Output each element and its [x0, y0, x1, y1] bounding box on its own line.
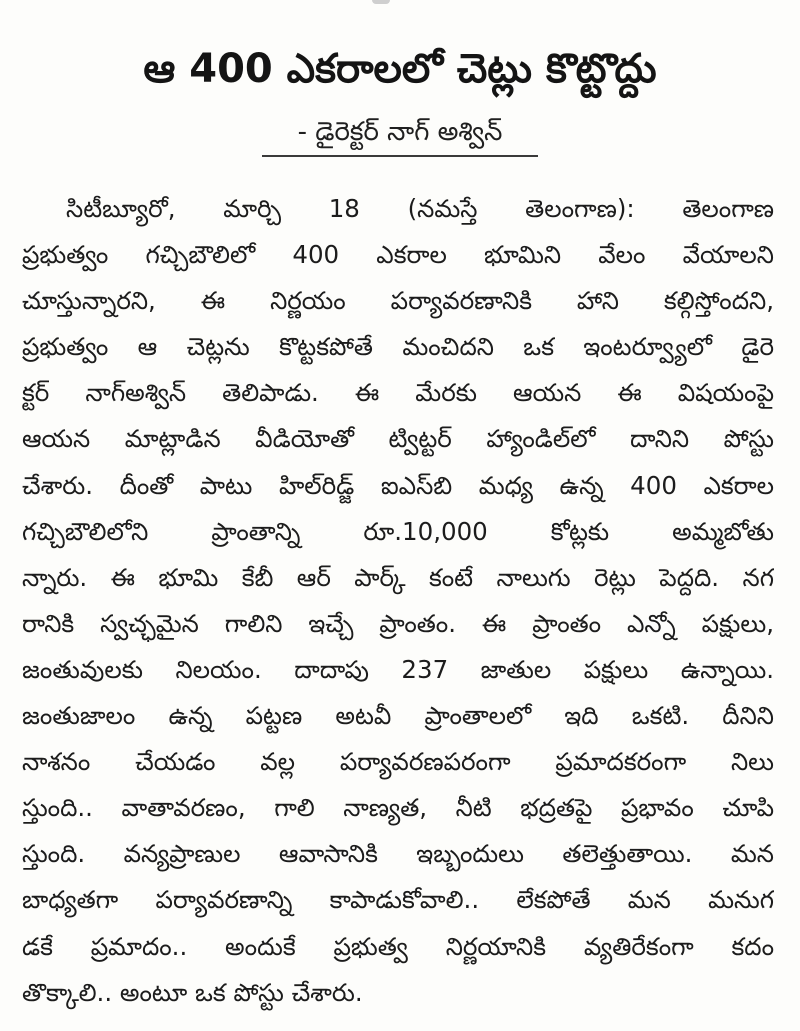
body-line: చేశారు. దీంతో పాటు హిల్‌రిడ్జ్ ఐఎస్‌బి మధ్య ఉన్న 400 ఎకరాల	[22, 470, 774, 500]
body-line: జంతుజాలం ఉన్న పట్టణ అటవీ ప్రాంతాలలో ఇది ఒకటి. దీనిని	[22, 701, 774, 731]
body-line: క్టర్ నాగ్అశ్విన్ తెలిపాడు. ఈ మేరకు ఆయన ఈ విషయంపై	[22, 378, 774, 408]
article-byline: - డైరెక్టర్ నాగ్ అశ్విన్	[297, 117, 503, 147]
body-line: తొక్కాలి.. అంటూ ఒక పోస్టు చేశారు.	[22, 977, 363, 1007]
body-line: స్తుంది.. వాతావరణం, గాలి నాణ్యత, నీటి భద్రతపై ప్రభావం చూపి	[22, 793, 774, 823]
body-line: గచ్చిబౌలిలోని ప్రాంతాన్ని రూ.10,000 కోట్లకు అమ్మబోతు	[22, 516, 774, 546]
body-line: ప్రభుత్వం ఆ చెట్లను కొట్టకపోతే మంచిదని ఒక ఇంటర్వ్యూలో డైరె	[22, 332, 774, 362]
body-line: బాధ్యతగా పర్యావరణాన్ని కాపాడుకోవాలి.. లేకపోతే మన మనుగ	[22, 885, 774, 915]
body-line: రానికి స్వచ్ఛమైన గాలిని ఇచ్చే ప్రాంతం. ఈ ప్రాంతం ఎన్నో పక్షులు,	[22, 608, 774, 638]
body-line: నాశనం చేయడం వల్ల పర్యావరణపరంగా ప్రమాదకరంగా నిలు	[22, 747, 774, 777]
body-line: స్తుంది. వన్యప్రాణుల ఆవాసానికి ఇబ్బందులు తలెత్తుతాయి. మన	[22, 839, 774, 869]
body-line: జంతువులకు నిలయం. దాదాపు 237 జాతుల పక్షులు ఉన్నాయి.	[22, 654, 774, 684]
body-line: ప్రభుత్వం గచ్చిబౌలిలో 400 ఎకరాల భూమిని వేలం వేయాలని	[22, 240, 774, 270]
body-line: ఆయన మాట్లాడిన వీడియోతో ట్విట్టర్ హ్యాండిల్‌లో దానిని పోస్టు	[22, 424, 774, 454]
body-line: సిటీబ్యూరో, మార్చి 18 (నమస్తే తెలంగాణ): తెలంగాణ	[66, 194, 774, 223]
page-edge-mark	[372, 0, 390, 4]
article-body	[22, 186, 774, 1016]
body-line: న్నారు. ఈ భూమి కేబీ ఆర్ పార్క్ కంటే నాలుగు రెట్లు పెద్దది. నగ	[22, 562, 774, 592]
byline-underline	[262, 155, 538, 157]
body-line: డకే ప్రమాదం.. అందుకే ప్రభుత్వ నిర్ణయానికి వ్యతిరేకంగా కదం	[22, 931, 774, 961]
article-headline: ఆ 400 ఎకరాలలో చెట్లు కొట్టొద్దు	[143, 46, 657, 92]
body-line: చూస్తున్నారని, ఈ నిర్ణయం పర్యావరణానికి హాని కల్గిస్తోందని,	[22, 286, 774, 316]
